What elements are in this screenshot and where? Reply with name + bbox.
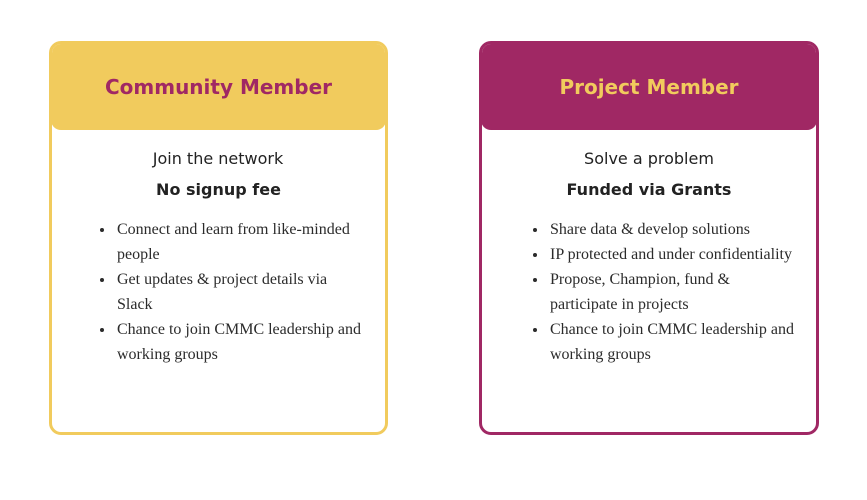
community-member-header <box>51 43 386 130</box>
community-tagline: Join the network <box>152 149 284 168</box>
list-item: • IP protected and under confidentiality <box>548 242 796 267</box>
list-item: • Get updates & project details via Slack <box>115 267 365 317</box>
project-feature-list <box>482 217 816 367</box>
community-feature-list <box>52 217 385 367</box>
project-member-header <box>481 43 817 130</box>
community-member-title: Community Member <box>104 74 333 99</box>
list-item: • Chance to join CMMC leadership and working groups <box>548 317 796 367</box>
list-item: • Propose, Champion, fund & participate in projects <box>548 267 796 317</box>
list-item: • Share data & develop solutions <box>548 217 796 242</box>
list-item: • Connect and learn from like-minded people <box>115 217 365 267</box>
community-member-card <box>49 41 388 435</box>
project-member-card <box>479 41 819 435</box>
community-fee: No signup fee <box>156 180 281 199</box>
list-item: • Chance to join CMMC leadership and working groups <box>115 317 365 367</box>
project-member-title: Project Member <box>559 74 739 99</box>
project-tagline: Solve a problem <box>584 149 714 168</box>
project-fee: Funded via Grants <box>566 180 732 199</box>
